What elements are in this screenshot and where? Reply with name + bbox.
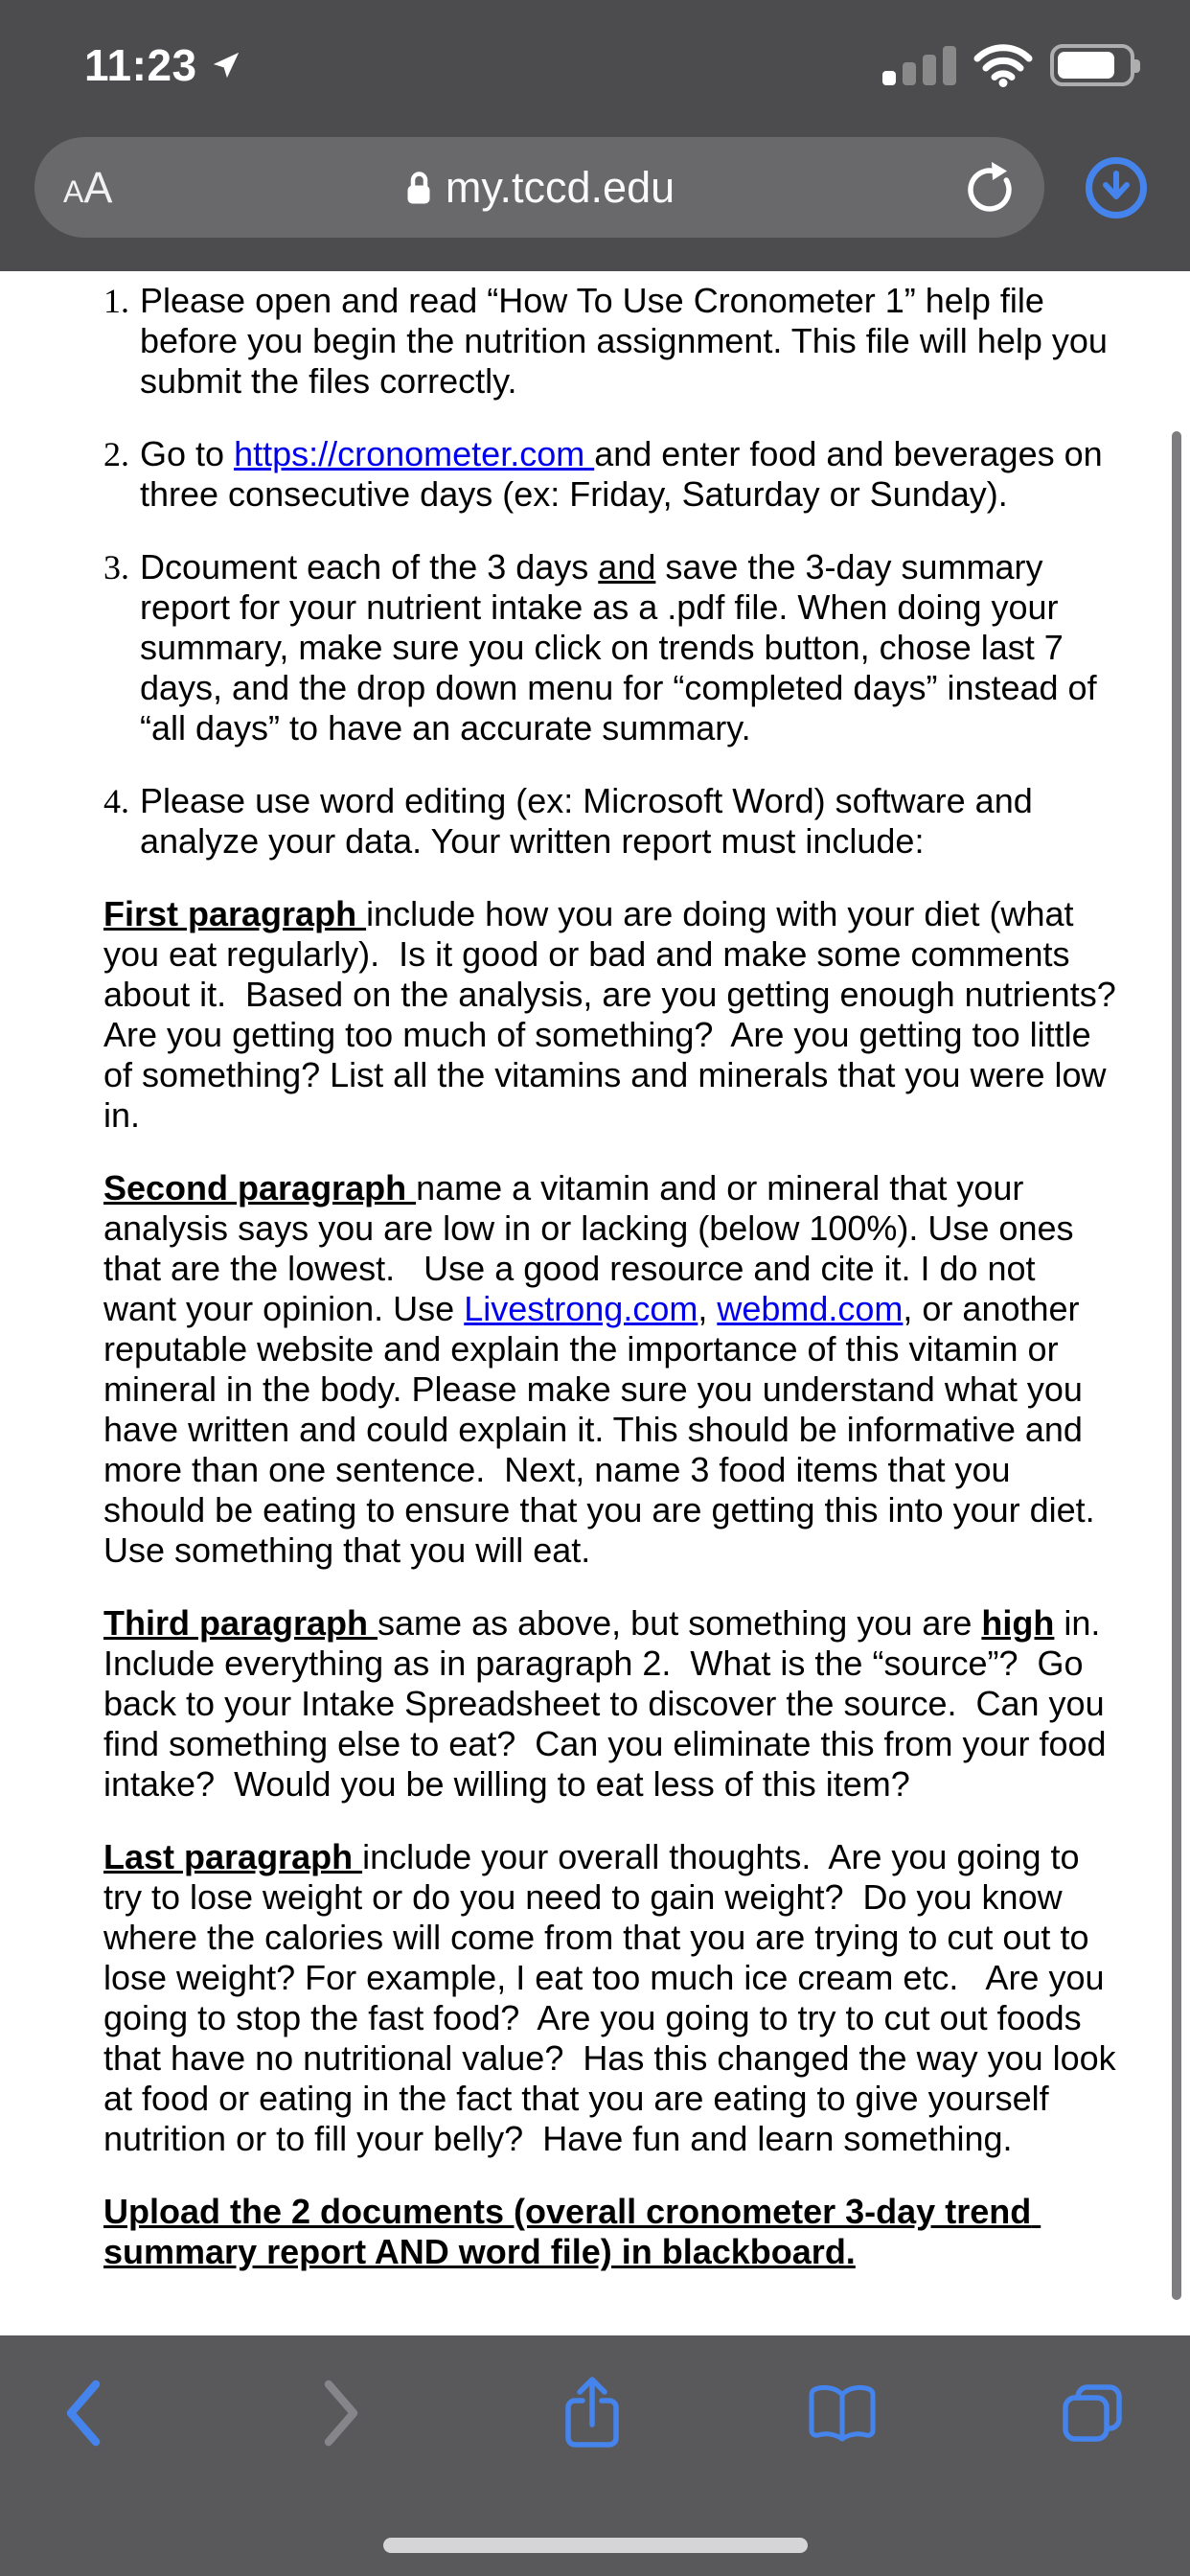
page-content <box>0 271 1190 2335</box>
text-run: name a vitamin and or mineral that your analysis says you are low in or lacking (below 100%). Use ones that are the lowest. Use a good resource and cite it. I do not want your opinion. Use <box>103 1168 1084 1328</box>
list-item <box>103 434 1116 515</box>
bookmarks-button[interactable] <box>790 2367 895 2459</box>
home-indicator[interactable] <box>383 2538 808 2553</box>
text-run: Upload the 2 documents (overall cronometer 3-day trend summary report AND word file) in blackboard. <box>103 2192 1041 2271</box>
status-left <box>84 39 241 91</box>
list-item <box>103 281 1116 402</box>
bottom-toolbar <box>0 2335 1190 2576</box>
text-run: Second paragraph <box>103 1168 417 1208</box>
address-bar[interactable] <box>34 137 1044 238</box>
status-right <box>882 43 1134 87</box>
location-arrow-icon <box>211 50 241 80</box>
url-row <box>34 137 1147 238</box>
reload-icon <box>964 162 1016 214</box>
list-number: 1. <box>103 282 129 320</box>
text-run: and <box>598 547 656 586</box>
text-run: Dcoument each of the 3 days <box>140 547 599 586</box>
list-number: 3. <box>103 548 129 586</box>
list-item-text <box>140 547 1116 748</box>
reader-small-a: A <box>63 173 84 209</box>
text-run: Please open and read “How To Use Cronometer 1” help file before you begin the nutrition assignment. This file will help you submit the files correctly. <box>140 281 1117 401</box>
list-number: 2. <box>103 435 129 473</box>
text-run: Third paragraph <box>103 1603 378 1643</box>
text-run: include how you are doing with your diet (what you eat regularly). Is it good or bad and make some comments about it. Based on the analysis, are you getting enough nutrients? Are you getting too much of something? Are you getting too little of something? List all the vitamins and minerals that you were low in. <box>103 894 1133 1135</box>
chevron-right-icon <box>322 2380 360 2447</box>
back-button[interactable] <box>31 2367 136 2459</box>
paragraph <box>103 1603 1120 1805</box>
list-item-text <box>140 434 1116 515</box>
list-item <box>103 781 1116 862</box>
paragraph <box>103 1168 1116 1571</box>
list-item <box>103 547 1116 748</box>
url-display <box>34 137 1044 238</box>
forward-button[interactable] <box>288 2367 394 2459</box>
chevron-left-icon <box>64 2380 103 2447</box>
paragraph <box>103 894 1133 1136</box>
paragraph <box>103 2192 1116 2272</box>
lock-icon <box>404 169 433 207</box>
text-run: First paragraph <box>103 894 367 933</box>
battery-icon <box>1050 44 1134 86</box>
share-button[interactable] <box>539 2367 645 2459</box>
reload-button[interactable] <box>964 162 1016 214</box>
url-text: my.tccd.edu <box>445 162 675 212</box>
tabs-icon <box>1061 2382 1124 2444</box>
download-button[interactable] <box>1086 157 1147 218</box>
text-run: Please use word editing (ex: Microsoft Word) software and analyze your data. Your written report must include: <box>140 781 1042 861</box>
text-run: same as above, but something you are <box>378 1603 982 1643</box>
content-link[interactable]: webmd.com <box>717 1289 904 1328</box>
list-number: 4. <box>103 782 129 820</box>
wifi-icon <box>973 43 1033 87</box>
paragraph <box>103 1837 1126 2159</box>
text-run: , or another reputable website and explain the importance of this vitamin or mineral in the body. Please make sure you understand what you have written and could explain it. This should be informative and more than one sentence. Next, name 3 food items that you should be eating to ensure that you are getting this into your diet. Use something that you will eat. <box>103 1289 1114 1570</box>
text-run: Go to <box>140 434 235 473</box>
cellular-signal-icon <box>882 45 956 85</box>
document <box>103 281 1133 2272</box>
status-time: 11:23 <box>84 40 197 90</box>
battery-fill <box>1058 52 1114 79</box>
status-bar <box>0 36 1190 94</box>
content-link[interactable]: Livestrong.com <box>464 1289 698 1328</box>
text-run: high <box>981 1603 1055 1643</box>
text-run: save the 3-day summary report for your nutrient intake as a .pdf file. When doing your summary, make sure you click on trends button, chose last 7 days, and the drop down menu for “completed days” instead of “all days” to have an accurate summary. <box>140 547 1107 748</box>
reader-text-size-button[interactable] <box>63 163 112 213</box>
text-run: in. Include everything as in paragraph 2. What is the “source”? Go back to your Intake Spreadsheet to discover the source. Can you find something else to eat? Can you eliminate this from your food intake? Would you be willing to eat less of this item? <box>103 1603 1120 1804</box>
reader-large-a: A <box>83 162 113 212</box>
tabs-button[interactable] <box>1040 2367 1145 2459</box>
download-icon <box>1099 169 1133 207</box>
content-link[interactable]: https://cronometer.com <box>234 434 595 473</box>
scrollbar-thumb[interactable] <box>1172 431 1181 2300</box>
text-run: Last paragraph <box>103 1837 363 1876</box>
browser-header <box>0 0 1190 271</box>
text-run: include your overall thoughts. Are you going to try to lose weight or do you need to gain weight? Do you know where the calories will come from that you are trying to cut out to lose weight? For example, I eat too much ice cream etc. Are you going to stop the fast food? Are you going to try to cut out foods that have no nutritional value? Has this changed the way you look at food or eating in the fact that you are eating to give yourself nutrition or to fill your belly? Have fun and learn something. <box>103 1837 1126 2158</box>
text-run: and enter food and beverages on three consecutive days (ex: Friday, Saturday or Sunday). <box>140 434 1112 514</box>
list-item-text <box>140 781 1116 862</box>
text-run: , <box>698 1289 718 1328</box>
share-icon <box>563 2375 621 2451</box>
battery-nub <box>1134 59 1140 73</box>
list-item-text <box>140 281 1116 402</box>
book-icon <box>807 2383 878 2443</box>
